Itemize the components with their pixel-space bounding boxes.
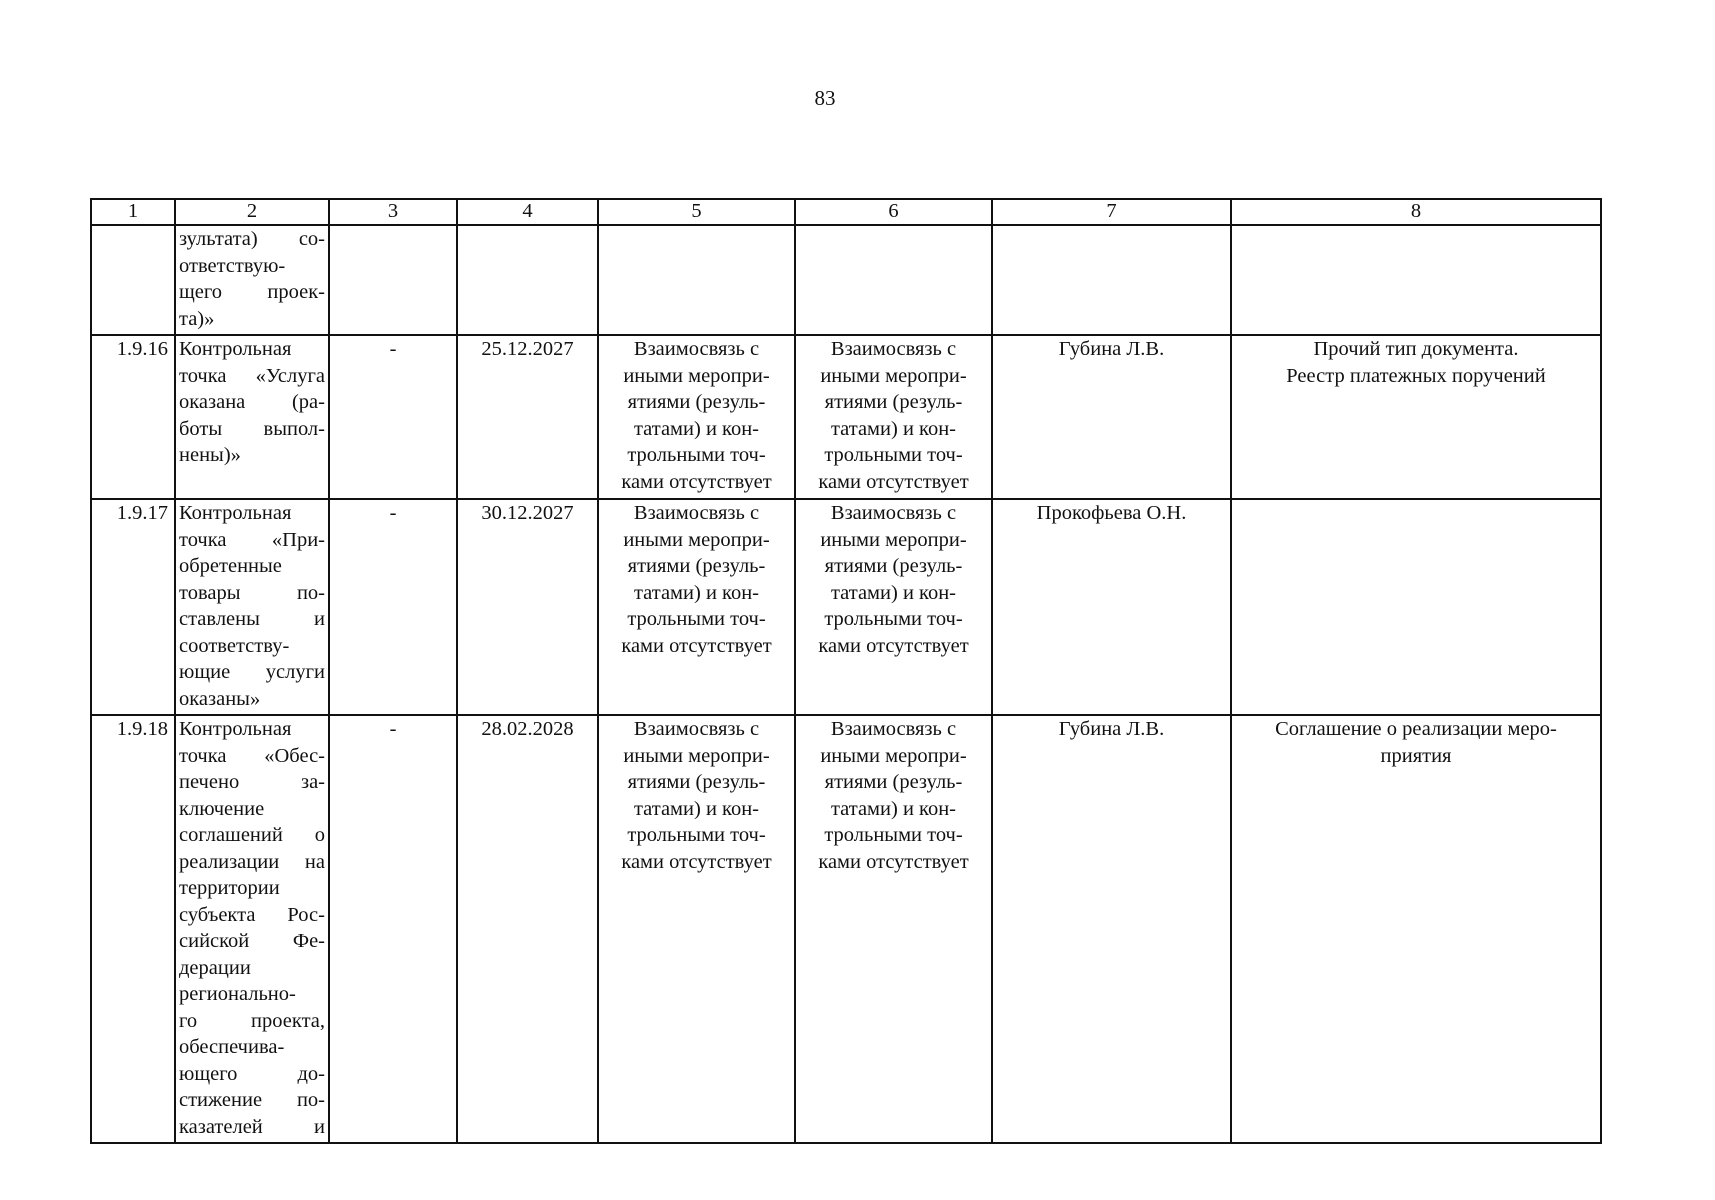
text-line: реализации на (179, 850, 325, 873)
text-line: та)» (179, 307, 215, 330)
text-line: татами) и кон- (830, 581, 957, 604)
text-line: го проекта, (179, 1009, 325, 1032)
column-3-cell: - (329, 499, 457, 715)
text-line: ющие услуги (179, 661, 325, 683)
table-row (91, 715, 1601, 1143)
text-line: татами) и кон- (633, 581, 760, 604)
text-line: татами) и кон- (830, 417, 957, 440)
text-line: иными меропри- (623, 528, 770, 551)
text-line: ятиями (резуль- (824, 555, 963, 577)
text-line: соглашений о (179, 824, 325, 846)
text-line: иными меропри- (820, 364, 967, 387)
text-line: Контрольная (179, 718, 292, 740)
text-line: ками отсутствует (818, 634, 969, 657)
text-line: ками отсутствует (818, 470, 969, 493)
document-type-cell (1231, 715, 1601, 1143)
relationship-cell (598, 225, 795, 335)
relationship-cell-2 (795, 499, 992, 715)
text-line: товары по- (179, 581, 325, 604)
text-line: сийской Фе- (179, 930, 325, 952)
text-line: татами) и кон- (830, 797, 957, 820)
relationship-cell-2 (795, 335, 992, 499)
text-line: Контрольная (179, 338, 292, 360)
text-line: татами) и кон- (633, 797, 760, 820)
text-line: трольными точ- (627, 444, 766, 466)
date-cell: 30.12.2027 (457, 499, 598, 715)
column-header-6: 6 (795, 199, 992, 225)
text-line: Прочий тип документа. (1313, 338, 1519, 360)
text-line: Реестр платежных поручений (1286, 364, 1546, 387)
column-header-7: 7 (992, 199, 1231, 225)
text-line: иными меропри- (623, 744, 770, 767)
control-point-name-cell (175, 225, 329, 335)
text-line: оказаны» (179, 687, 261, 710)
column-header-5: 5 (598, 199, 795, 225)
text-line: приятия (1380, 744, 1452, 767)
document-type-cell (1231, 225, 1601, 335)
date-cell (457, 225, 598, 335)
text-line: обеспечива- (179, 1036, 285, 1058)
text-line: иными меропри- (623, 364, 770, 387)
text-line: Взаимосвязь с (830, 338, 957, 360)
text-line: ятиями (резуль- (627, 771, 766, 793)
text-line: субъекта Рос- (179, 903, 325, 926)
text-line: казателей и (179, 1115, 325, 1138)
text-line: ключение (179, 797, 265, 820)
column-3-cell (329, 225, 457, 335)
text-line: иными меропри- (820, 744, 967, 767)
text-line: ставлены и (179, 608, 325, 630)
text-line: соответству- (179, 634, 290, 657)
text-line: точка «Услуга (179, 364, 325, 387)
text-line: трольными точ- (824, 824, 963, 846)
responsible-person-cell: Губина Л.В. (992, 335, 1231, 499)
column-3-cell: - (329, 715, 457, 1143)
control-point-name-cell (175, 499, 329, 715)
relationship-cell (598, 499, 795, 715)
text-line: Взаимосвязь с (633, 718, 760, 740)
responsible-person-cell (992, 225, 1231, 335)
table-body (91, 225, 1601, 1143)
table-row (91, 499, 1601, 715)
control-point-name-cell (175, 335, 329, 499)
text-line: щего проек- (179, 281, 325, 303)
item-number-cell: 1.9.17 (91, 499, 175, 715)
relationship-cell (598, 715, 795, 1143)
text-line: ками отсутствует (621, 850, 772, 873)
control-point-name-cell (175, 715, 329, 1143)
text-line: обретенные (179, 555, 282, 577)
relationship-cell (598, 335, 795, 499)
column-header-2: 2 (175, 199, 329, 225)
column-header-3: 3 (329, 199, 457, 225)
text-line: татами) и кон- (633, 417, 760, 440)
date-cell: 28.02.2028 (457, 715, 598, 1143)
text-line: ответствую- (179, 254, 286, 277)
column-header-1: 1 (91, 199, 175, 225)
text-line: зультата) со- (179, 228, 325, 250)
responsible-person-cell: Губина Л.В. (992, 715, 1231, 1143)
text-line: регионально- (179, 983, 296, 1005)
text-line: ками отсутствует (818, 850, 969, 873)
text-line: Соглашение о реализации меро- (1275, 718, 1557, 740)
text-line: трольными точ- (824, 608, 963, 630)
item-number-cell: 1.9.16 (91, 335, 175, 499)
text-line: территории (179, 877, 280, 899)
text-line: ятиями (резуль- (627, 555, 766, 577)
table-row (91, 335, 1601, 499)
text-line: боты выпол- (179, 417, 325, 440)
text-line: ками отсутствует (621, 634, 772, 657)
page-number: 83 (814, 86, 836, 110)
column-header-4: 4 (457, 199, 598, 225)
text-line: ятиями (резуль- (627, 391, 766, 413)
column-3-cell: - (329, 335, 457, 499)
text-line: Взаимосвязь с (633, 338, 760, 360)
control-points-table (90, 198, 1602, 1144)
text-line: ющего до- (179, 1062, 325, 1085)
table-row (91, 225, 1601, 335)
text-line: трольными точ- (824, 444, 963, 466)
text-line: стижение по- (179, 1089, 325, 1111)
text-line: ками отсутствует (621, 470, 772, 493)
text-line: Взаимосвязь с (830, 718, 957, 740)
item-number-cell: 1.9.18 (91, 715, 175, 1143)
text-line: дерации (179, 956, 251, 979)
text-line: ятиями (резуль- (824, 771, 963, 793)
text-line: точка «При- (179, 528, 325, 551)
text-line: оказана (ра- (179, 391, 325, 413)
relationship-cell-2 (795, 225, 992, 335)
document-type-cell (1231, 335, 1601, 499)
text-line: Контрольная (179, 502, 292, 524)
item-number-cell (91, 225, 175, 335)
text-line: иными меропри- (820, 528, 967, 551)
text-line: Взаимосвязь с (830, 502, 957, 524)
text-line: трольными точ- (627, 824, 766, 846)
date-cell: 25.12.2027 (457, 335, 598, 499)
table-header-row (91, 199, 1601, 225)
document-type-cell (1231, 499, 1601, 715)
text-line: трольными точ- (627, 608, 766, 630)
column-header-8: 8 (1231, 199, 1601, 225)
text-line: печено за- (179, 771, 325, 793)
responsible-person-cell: Прокофьева О.Н. (992, 499, 1231, 715)
relationship-cell-2 (795, 715, 992, 1143)
text-line: точка «Обес- (179, 744, 325, 767)
text-line: ятиями (резуль- (824, 391, 963, 413)
text-line: Взаимосвязь с (633, 502, 760, 524)
text-line: нены)» (179, 444, 241, 466)
